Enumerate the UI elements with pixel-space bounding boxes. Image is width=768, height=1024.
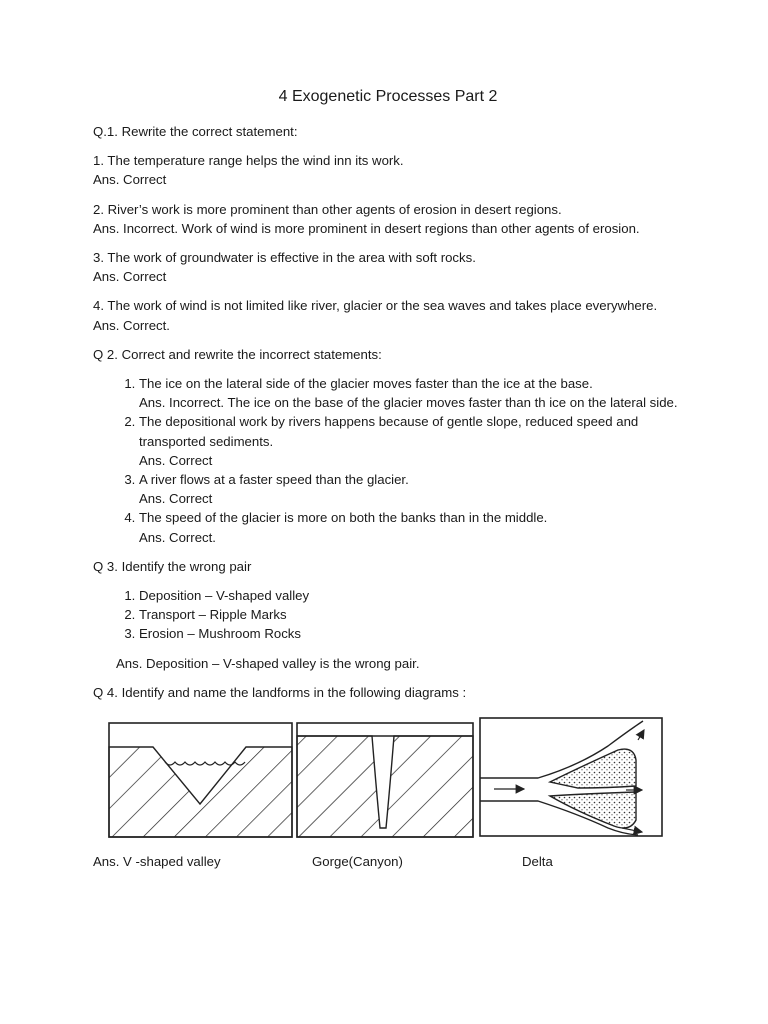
q2-answer-3: Ans. Correct <box>139 491 213 507</box>
q1-question-3: 3. The work of groundwater is effective in the area with soft rocks. <box>93 250 476 266</box>
q4-heading: Q 4. Identify and name the landforms in the following diagrams : <box>93 684 467 700</box>
landform-diagrams <box>93 716 683 840</box>
q1-heading: Q.1. Rewrite the correct statement: <box>93 124 298 139</box>
q2-item-2 <box>139 412 683 470</box>
delta-diagram <box>480 718 662 836</box>
q2-question-3: A river flows at a faster speed than the glacier. <box>139 472 409 488</box>
q4-answer-2: Gorge(Canyon) <box>312 854 403 870</box>
q1-question-1: 1. The temperature range helps the wind inn its work. <box>93 153 404 169</box>
v-shaped-valley-diagram <box>109 723 292 837</box>
page-title: 4 Exogenetic Processes Part 2 <box>278 88 498 105</box>
q2-item-4 <box>139 508 683 546</box>
q2-question-2: The depositional work by rivers happens because of gentle slope, reduced speed and transported sediments. <box>139 414 639 449</box>
q3-item-3: 3. Erosion – Mushroom Rocks <box>139 624 683 643</box>
q2-answer-4: Ans. Correct. <box>139 529 216 545</box>
gorge-diagram <box>297 723 473 837</box>
q2-heading: Q 2. Correct and rewrite the incorrect statements: <box>93 346 382 362</box>
q3-item-2: 2. Transport – Ripple Marks <box>139 605 683 624</box>
q1-item-3 <box>93 248 683 286</box>
q4-answer-3: Delta <box>522 854 553 870</box>
q2-answer-1: Ans. Incorrect. The ice on the base of the glacier moves faster than th ice on the lateral side. <box>139 395 678 411</box>
q1-answer-2: Ans. Incorrect. Work of wind is more prominent in desert regions than other agents of erosion. <box>93 220 640 236</box>
q2-item-1 <box>139 374 683 412</box>
q1-answer-1: Ans. Correct <box>93 172 167 188</box>
q3-list <box>93 586 683 644</box>
q2-item-3 <box>139 470 683 508</box>
q4-answer-1: Ans. V -shaped valley <box>93 854 221 870</box>
q2-question-1: The ice on the lateral side of the glacier moves faster than the ice at the base. <box>139 376 593 392</box>
q3-item-1: 1. Deposition – V-shaped valley <box>139 586 683 605</box>
q2-answer-2: Ans. Correct <box>139 452 213 468</box>
q2-list <box>93 374 683 547</box>
q3-answer: Ans. Deposition – V-shaped valley is the wrong pair. <box>116 655 420 671</box>
diagrams-figure <box>108 716 668 840</box>
q1-answer-4: Ans. Correct. <box>93 317 170 333</box>
q1-item-4 <box>93 296 683 334</box>
q1-question-2: 2. River’s work is more prominent than other agents of erosion in desert regions. <box>93 201 562 217</box>
q1-answer-3: Ans. Correct <box>93 269 167 285</box>
q2-question-4: The speed of the glacier is more on both the banks than in the middle. <box>139 510 548 526</box>
q1-item-2 <box>93 200 683 238</box>
q3-heading: Q 3. Identify the wrong pair <box>93 558 252 574</box>
document-page <box>93 86 683 872</box>
q1-question-4: 4. The work of wind is not limited like river, glacier or the sea waves and takes place everywhere. <box>93 298 658 314</box>
q1-item-1 <box>93 151 683 189</box>
q4-answers <box>93 852 683 872</box>
